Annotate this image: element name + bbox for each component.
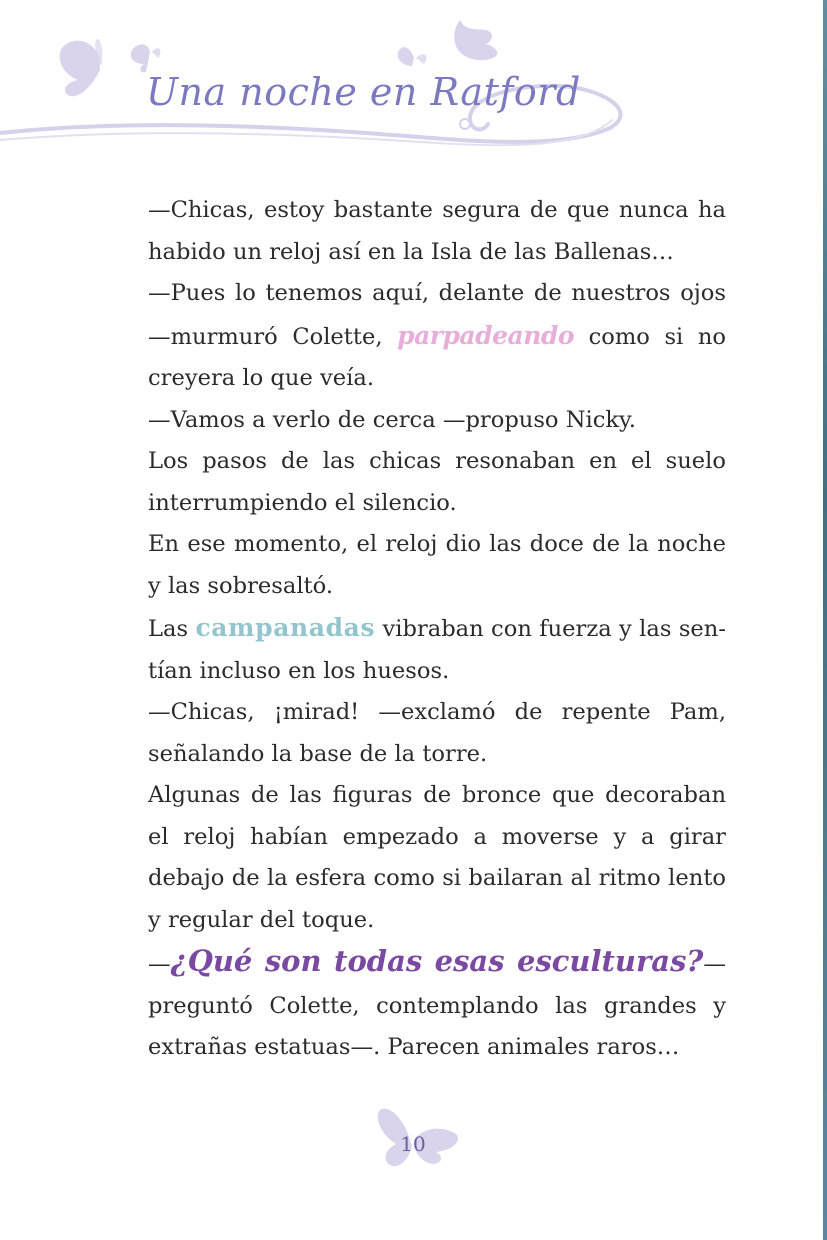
- paragraph-text: Algunas de las figuras de bronce que decoraban el reloj habían empezado a moverse y a girar debajo de la esfera como si bailaran al ritmo lento y regular del toque.: [148, 782, 726, 933]
- page-number: 10: [400, 1132, 426, 1156]
- paragraph: [148, 524, 726, 607]
- page-edge-strip: [823, 0, 827, 1240]
- paragraph: [148, 775, 726, 941]
- paragraph-text: —Vamos a verlo de cerca —propuso Nicky.: [148, 406, 636, 433]
- swoosh-curl: [460, 119, 470, 129]
- paragraph-text: —Chicas, ¡mirad! —exclamó de repente Pam, señalando la base de la torre.: [148, 699, 726, 767]
- highlight-word-purple: ¿Qué son todas esas esculturas?: [170, 944, 704, 978]
- butterfly-icon: [60, 39, 103, 96]
- running-header-title: Una noche en Ratford: [146, 70, 581, 114]
- paragraph: [148, 441, 726, 524]
- paragraph-text: Los pasos de las chicas resonaban en el suelo interrumpiendo el silencio.: [148, 448, 726, 516]
- page-footer: [370, 1100, 470, 1180]
- paragraph: [148, 607, 726, 692]
- paragraph: [148, 941, 726, 1069]
- butterfly-icon: [454, 20, 497, 60]
- butterfly-icon: [131, 44, 161, 72]
- paragraph-text: Las: [148, 616, 196, 642]
- paragraph-text: En ese momento, el reloj dio las doce de la noche y las sobresaltó.: [148, 531, 726, 599]
- paragraph-text: como si no creyera lo que veía.: [148, 323, 727, 391]
- paragraph: [148, 273, 726, 400]
- butterfly-icon: [398, 47, 427, 66]
- paragraph: [148, 190, 726, 273]
- body-text: [148, 190, 726, 1069]
- paragraph-text: —Pues lo tenemos aquí, delante de nuestros ojos —murmuró Colette,: [148, 280, 726, 350]
- paragraph: [148, 692, 726, 775]
- paragraph-text: vibraban con fuerza y las sentían incluso en los huesos.: [148, 616, 726, 684]
- paragraph-text: —Chicas, estoy bastante segura de que nunca ha habido un reloj así en la Isla de las Ballenas…: [148, 197, 726, 265]
- paragraph-text: —: [148, 951, 171, 977]
- page-header: [0, 0, 827, 170]
- paragraph-text: —preguntó Colette, contemplando las grandes y extrañas estatuas—. Parecen animales raros…: [148, 951, 726, 1060]
- paragraph: [148, 400, 726, 442]
- highlight-word-pink: parpadeando: [397, 320, 575, 350]
- highlight-word-teal: campanadas: [195, 613, 376, 642]
